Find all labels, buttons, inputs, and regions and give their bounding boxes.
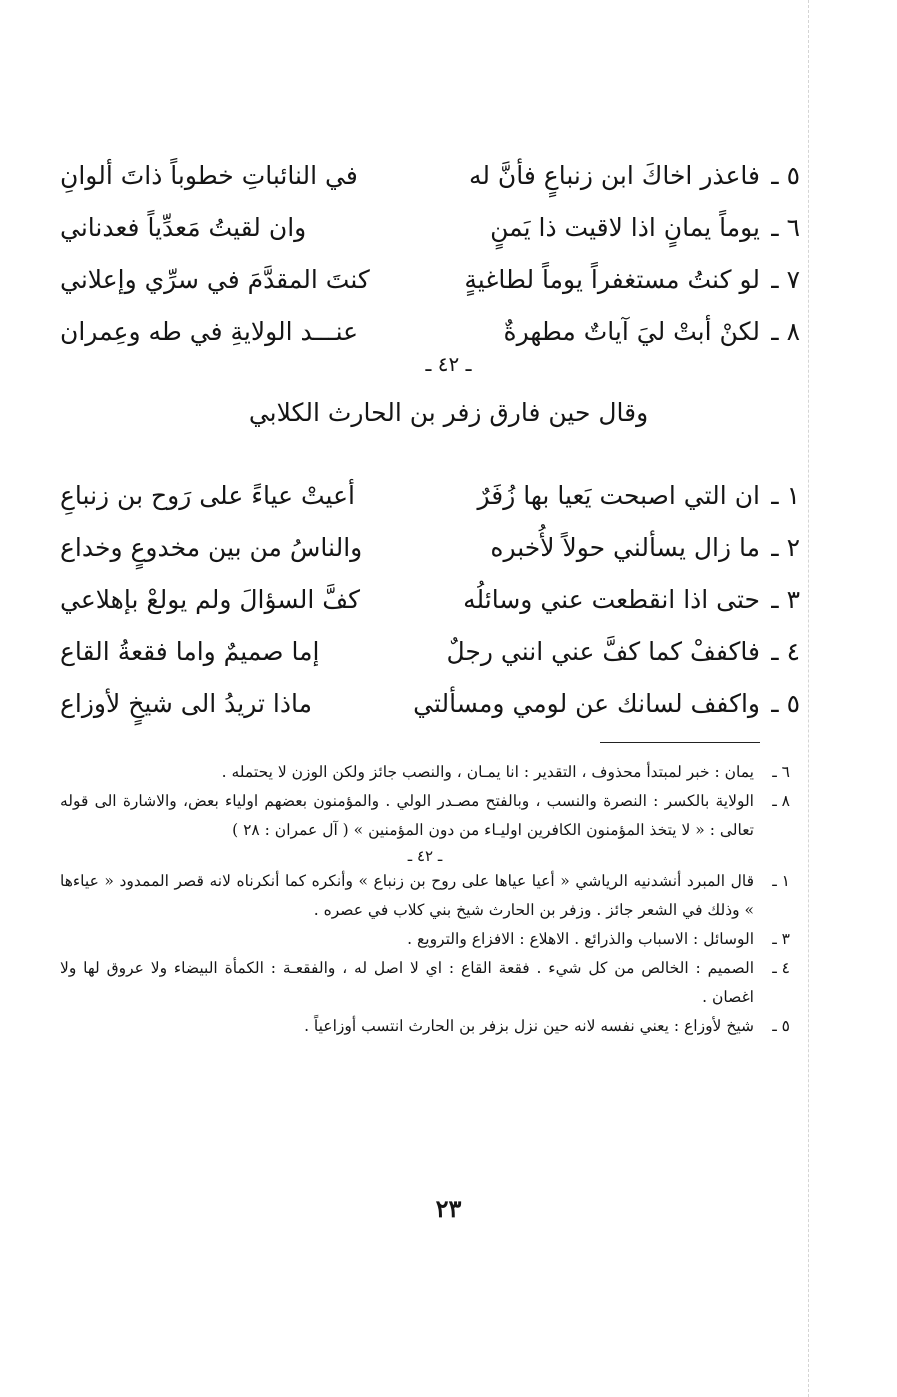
poem-title: وقال حين فارق زفر بن الحارث الكلابي <box>248 398 649 427</box>
footnote-number: ١ ـ <box>772 872 790 890</box>
footnote-text: شيخ لأوزاع : يعني نفسه لانه حين نزل بزفر بن الحارث انتسب أوزاعياً . <box>304 1017 754 1035</box>
verse-line <box>60 202 800 254</box>
verse-line <box>60 150 800 202</box>
footnotes <box>60 758 790 1041</box>
verse-first-hemistich: لو كنتُ مستغفراً يوماً لطاغيةٍ <box>464 265 760 294</box>
verse-first-hemistich: واكفف لسانك عن لومي ومسألتي <box>413 689 760 718</box>
verse-line <box>60 306 800 358</box>
verse-first-hemistich: لكنْ أبتْ ليَ آياتٌ مطهرةٌ <box>503 317 760 346</box>
verse-number: ٤ ـ <box>771 637 800 666</box>
footnote <box>60 867 790 925</box>
poem-41-verses <box>60 150 800 358</box>
verse-number: ٣ ـ <box>771 585 800 614</box>
verse-second-hemistich: ماذا تريدُ الى شيخٍ لأوزاع <box>60 689 313 718</box>
verse-second-hemistich: كنتَ المقدَّمَ في سرِّي وإعلاني <box>60 265 370 294</box>
footnote-number: ٤ ـ <box>772 959 790 977</box>
footnote <box>60 758 790 787</box>
verse-line <box>60 470 800 522</box>
poem-number: ـ ٤٢ ـ <box>425 352 472 376</box>
poem-42-verses <box>60 470 800 730</box>
footnote-text: يمان : خبر لمبتدأ محذوف ، التقدير : انا يمـان ، والنصب جائز ولكن الوزن لا يحتمله . <box>221 763 754 781</box>
verse-number: ٨ ـ <box>771 317 800 346</box>
margin-guide-line <box>808 0 809 1397</box>
verse-number: ٧ ـ <box>771 265 800 294</box>
verse-second-hemistich: والناسُ من بين مخدوعٍ وخداع <box>60 533 363 562</box>
verse-second-hemistich: كفَّ السؤالَ ولم يولعْ بإهلاعي <box>60 585 361 614</box>
verse-line <box>60 574 800 626</box>
verse-number: ٥ ـ <box>771 689 800 718</box>
verse-first-hemistich: ما زال يسألني حولاً لأُخبره <box>490 533 760 562</box>
verse-line <box>60 626 800 678</box>
footnote-text: الولاية بالكسر : النصرة والنسب ، وبالفتح مصـدر الولي . والمؤمنون بعضهم اولياء بعض، والاشارة الى قوله تعالى : « لا يتخذ المؤمنون الكافرين اوليـاء من دون المؤمنين » ( آل عمران : ٢٨ ) <box>60 792 754 839</box>
footnote <box>60 925 790 954</box>
verse-number: ٥ ـ <box>771 161 800 190</box>
footnote-number: ٦ ـ <box>772 763 790 781</box>
verse-first-hemistich: ان التي اصبحت يَعيا بها زُفَرٌ <box>477 481 760 510</box>
footnote-text: الصميم : الخالص من كل شيء . فقعة القاع : اي لا اصل له ، والفقعـة : الكمأة البيضاء ولا عروق لها ولا اغصان . <box>60 959 754 1006</box>
verse-line <box>60 254 800 306</box>
verse-number: ٢ ـ <box>771 533 800 562</box>
footnote-number: ٣ ـ <box>772 930 790 948</box>
footnote <box>60 1012 790 1041</box>
footnote-number: ٥ ـ <box>772 1017 790 1035</box>
verse-first-hemistich: يوماً يمانٍ اذا لاقيت ذا يَمنٍ <box>490 213 760 242</box>
footnote-number: ٨ ـ <box>772 792 790 810</box>
footnote-poem-separator: ـ ٤٢ ـ <box>407 847 443 865</box>
verse-number: ٦ ـ <box>771 213 800 242</box>
footnote <box>60 787 790 845</box>
verse-second-hemistich: في النائباتِ خطوباً ذاتَ ألوانِ <box>60 161 358 190</box>
verse-line <box>60 678 800 730</box>
verse-first-hemistich: حتى اذا انقطعت عني وسائلُه <box>463 585 760 614</box>
verse-line <box>60 522 800 574</box>
verse-first-hemistich: فاكففْ كما كفَّ عني انني رجلٌ <box>446 637 760 666</box>
verse-second-hemistich: وان لقيتُ مَعدِّياً فعدناني <box>60 213 307 242</box>
verse-first-hemistich: فاعذر اخاكَ ابن زنباعٍ فأنَّ له <box>468 161 760 190</box>
footnote-text: قال المبرد أنشدنيه الرياشي « أعيا عياها على روح بن زنباع » وأنكره كما أنكرناه لانه قصر الممدود « عياءها » وذلك في الشعر جائز . وزفر بن الحارث شيخ بني كلاب في عصره . <box>60 872 754 919</box>
verse-second-hemistich: إما صميمٌ واما فقعةُ القاع <box>60 637 320 666</box>
page-number: ٢٣ <box>435 1194 462 1223</box>
verse-number: ١ ـ <box>771 481 800 510</box>
footnote-divider <box>600 742 760 743</box>
footnote-text: الوسائل : الاسباب والذرائع . الاهلاع : الافزاع والترويع . <box>407 930 754 948</box>
verse-second-hemistich: أعيتْ عياءً على رَوح بن زنباعِ <box>60 481 355 510</box>
verse-second-hemistich: عنـــد الولايةِ في طه وعِمران <box>60 317 359 346</box>
footnote <box>60 954 790 1012</box>
